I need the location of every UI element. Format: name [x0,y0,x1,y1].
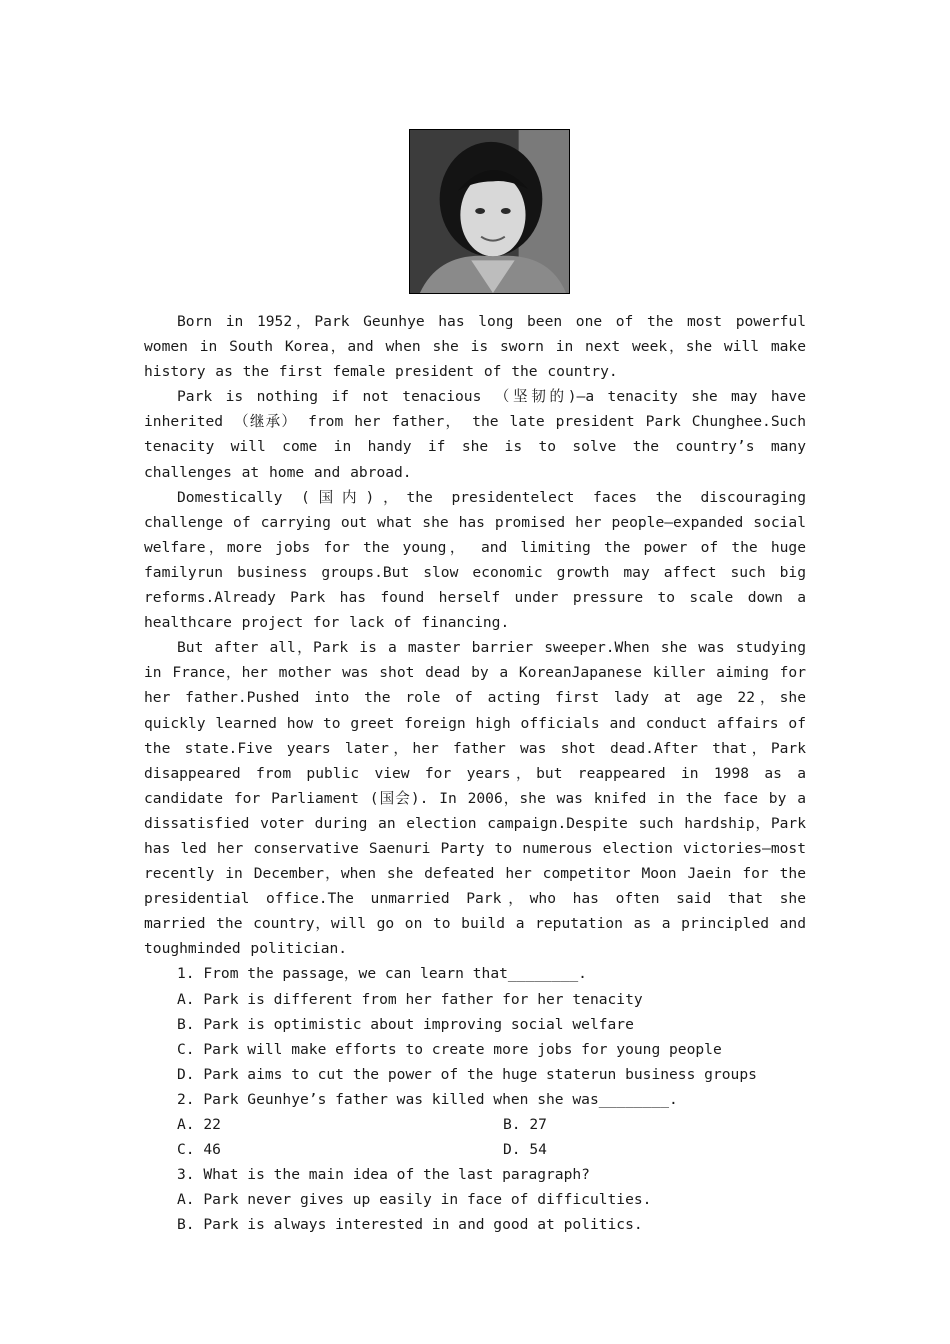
question-1-option-a: A. Park is different from her father for her tenacity [177,990,643,1008]
question-2-option-d: D. 54 [503,1141,547,1159]
question-2-options-row-2 [144,1137,806,1162]
paragraph-2: Park is nothing if not tenacious （坚韧的)—a tenacity she may have inherited （继承） from her father， the late president Park Chunghee.Such tenacity will come in handy if she is to solve the country’s many challenges at home and abroad. [144,388,806,481]
question-2-option-c: C. 46 [177,1141,221,1159]
question-1-option-c: C. Park will make efforts to create more jobs for young people [177,1040,722,1058]
paragraph-1: Born in 1952，Park Geunhye has long been one of the most powerful women in South Korea，and when she is sworn in next week，she will make history as the first female president of the country. [144,313,806,381]
question-1-option-b: B. Park is optimistic about improving social welfare [177,1015,634,1033]
portrait-photo-icon [410,130,569,293]
question-3: 3. What is the main idea of the last paragraph? [177,1166,590,1184]
question-2: 2. Park Geunhye’s father was killed when she was________. [177,1090,678,1108]
question-1-option-d: D. Park aims to cut the power of the huge staterun business groups [177,1065,757,1083]
question-3-option-a: A. Park never gives up easily in face of difficulties. [177,1191,652,1209]
question-2-options-row-1 [144,1112,806,1137]
question-2-option-a: A. 22 [177,1116,221,1133]
paragraph-4: But after all，Park is a master barrier sweeper.When she was studying in France，her mother was shot dead by a KoreanJapanese killer aiming for her father.Pushed into the role of acting first lady at age 22，she quickly learned how to greet foreign high officials and conduct affairs of the state.Five years later，her father was shot dead.After that，Park disappeared from public view for years，but reappeared in 1998 as a candidate for Parliament (国会). In 2006，she was knifed in the face by a dissatisfied voter during an election campaign.Despite such hardship，Park has led her conservative Saenuri Party to numerous election victories—most recently in December，when she defeated her competitor Moon Jaein for the presidential office.The unmarried Park，who has often said that she married the country，will go on to build a reputation as a principled and toughminded politician. [144,639,806,958]
article [144,309,806,1237]
question-3-option-b: B. Park is always interested in and good at politics. [177,1216,643,1234]
paragraph-3: Domestically (国内)，the presidentelect faces the discouraging challenge of carrying out what she has promised her people—expanded social welfare，more jobs for the young， and limiting the power of the huge familyrun business groups.But slow economic growth may affect such big reforms.Already Park has found herself under pressure to scale down a healthcare project for lack of financing. [144,488,806,632]
question-1: 1. From the passage，we can learn that________. [177,965,587,983]
portrait-photo [409,129,570,294]
question-2-option-b: B. 27 [503,1116,547,1133]
